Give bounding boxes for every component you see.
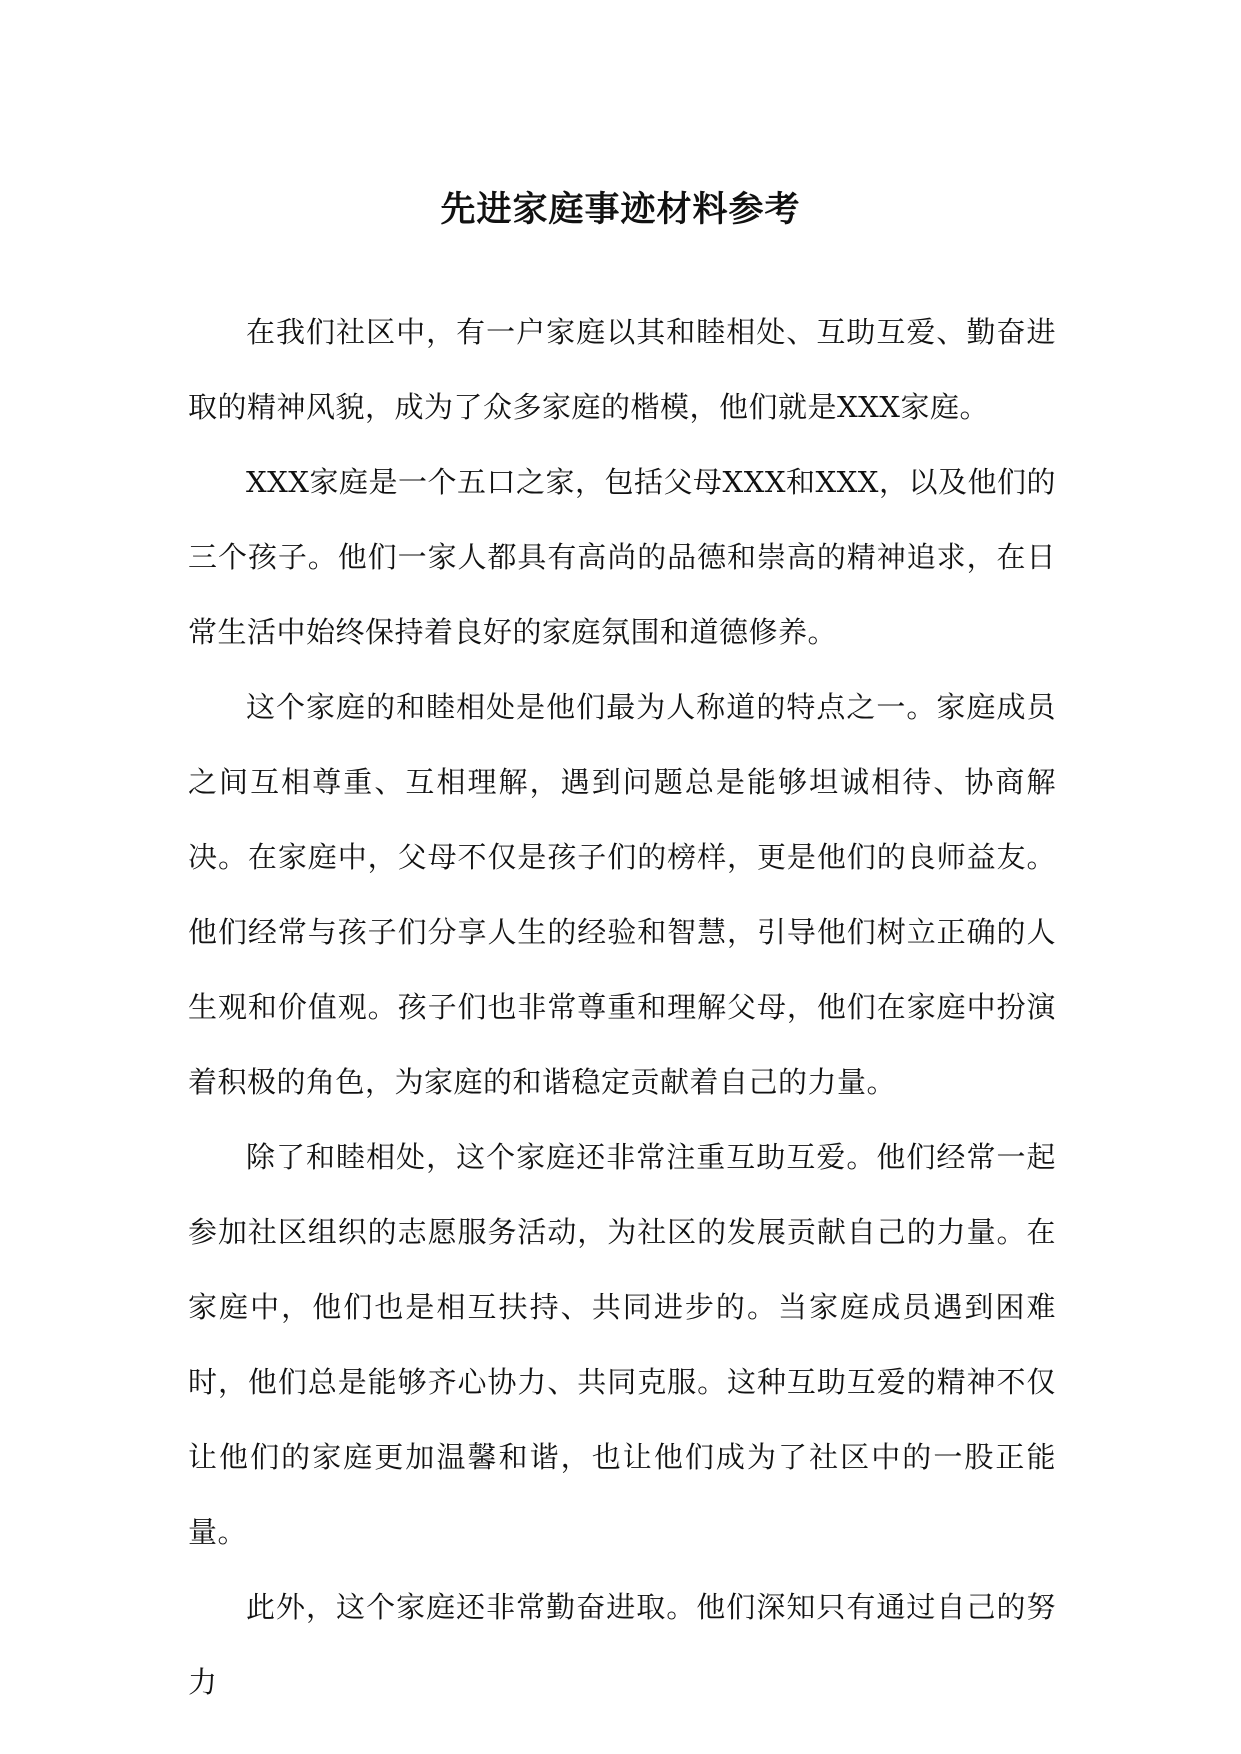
paragraph-2: XXX家庭是一个五口之家，包括父母XXX和XXX，以及他们的三个孩子。他们一家人都具有高尚的品德和崇高的精神追求，在日常生活中始终保持着良好的家庭氛围和道德修养。	[188, 465, 1056, 649]
paragraph-5: 此外，这个家庭还非常勤奋进取。他们深知只有通过自己的努力	[188, 1590, 1056, 1699]
document-body	[188, 295, 1056, 1720]
paragraph-3: 这个家庭的和睦相处是他们最为人称道的特点之一。家庭成员之间互相尊重、互相理解，遇到问题总是能够坦诚相待、协商解决。在家庭中，父母不仅是孩子们的榜样，更是他们的良师益友。他们经常与孩子们分享人生的经验和智慧，引导他们树立正确的人生观和价值观。孩子们也非常尊重和理解父母，他们在家庭中扮演着积极的角色，为家庭的和谐稳定贡献着自己的力量。	[188, 690, 1056, 1099]
paragraph-4: 除了和睦相处，这个家庭还非常注重互助互爱。他们经常一起参加社区组织的志愿服务活动，为社区的发展贡献自己的力量。在家庭中，他们也是相互扶持、共同进步的。当家庭成员遇到困难时，他们总是能够齐心协力、共同克服。这种互助互爱的精神不仅让他们的家庭更加温馨和谐，也让他们成为了社区中的一股正能量。	[188, 1140, 1056, 1549]
paragraph-1: 在我们社区中，有一户家庭以其和睦相处、互助互爱、勤奋进取的精神风貌，成为了众多家庭的楷模，他们就是XXX家庭。	[188, 315, 1056, 424]
document-title: 先进家庭事迹材料参考	[440, 189, 801, 230]
